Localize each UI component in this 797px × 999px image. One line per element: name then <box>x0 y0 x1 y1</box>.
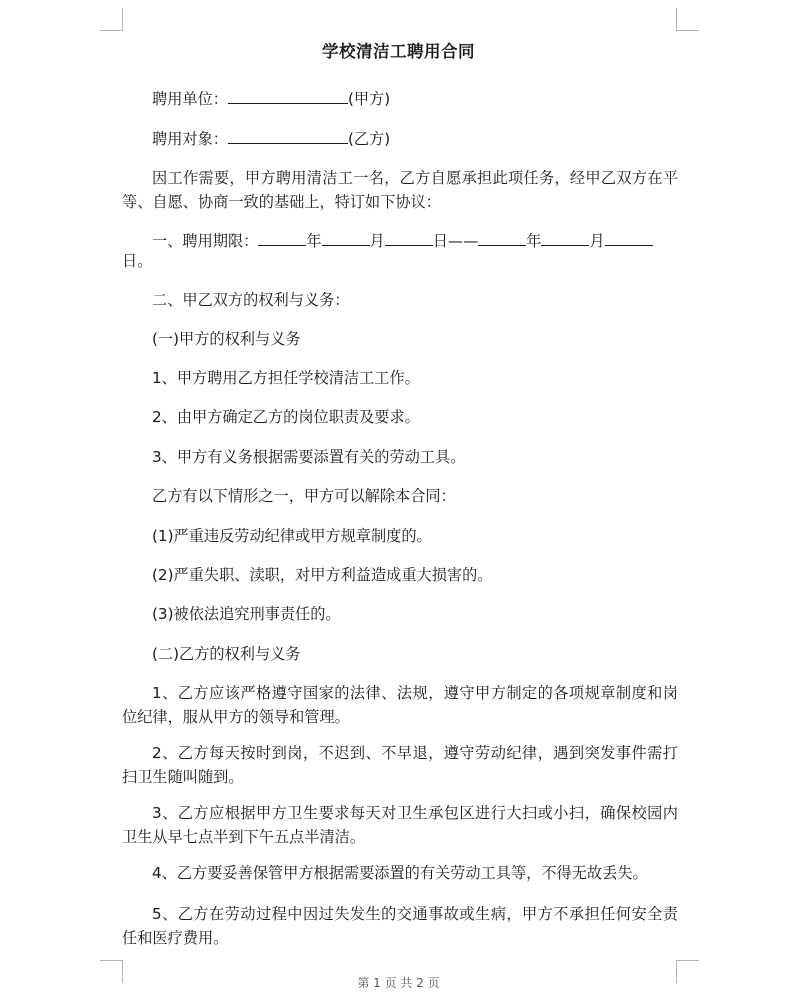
termination-item-3: (3)被依法追究刑事责任的。 <box>152 605 341 623</box>
employee-blank <box>228 128 348 144</box>
employer-label: 聘用单位： <box>152 90 228 108</box>
document-title: 学校清洁工聘用合同 <box>322 42 475 61</box>
party-b-label: (乙方) <box>347 130 391 148</box>
employer-blank <box>228 88 348 104</box>
end-year-unit: 年 <box>526 232 542 250</box>
employee-label: 聘用对象： <box>152 130 228 148</box>
party-a-clause-1: 1、甲方聘用乙方担任学校清洁工工作。 <box>152 369 420 387</box>
start-day-blank <box>385 230 433 246</box>
party-b-clause-4: 4、乙方要妥善保管甲方根据需要添置的有关劳动工具等，不得无故丢失。 <box>152 864 648 882</box>
margin-corner-top-left <box>100 8 123 31</box>
start-month-blank <box>322 230 370 246</box>
end-year-blank <box>478 230 526 246</box>
term-end-line: 日。 <box>122 252 153 270</box>
end-day-blank <box>605 230 653 246</box>
start-month-unit: 月 <box>369 232 385 250</box>
party-b-clause-3: 3、乙方应根据甲方卫生要求每天对卫生承包区进行大扫或小扫，确保校园内卫生从早七点半到下午五点半清洁。 <box>122 804 678 846</box>
term-dash: —— <box>447 232 479 250</box>
party-b-clause-1: 1、乙方应该严格遵守国家的法律、法规，遵守甲方制定的各项规章制度和岗位纪律，服从甲方的领导和管理。 <box>122 684 678 726</box>
term-label: 一、聘用期限： <box>152 232 259 250</box>
party-b-rights-heading: (二)乙方的权利与义务 <box>152 645 301 663</box>
termination-item-1: (1)严重违反劳动纪律或甲方规章制度的。 <box>152 527 432 545</box>
employee-line <box>122 127 708 151</box>
party-a-rights-heading: (一)甲方的权利与义务 <box>152 330 301 348</box>
employer-line <box>122 87 708 111</box>
margin-corner-top-right <box>676 8 699 31</box>
party-a-label: (甲方) <box>347 90 391 108</box>
termination-heading: 乙方有以下情形之一，甲方可以解除本合同： <box>152 487 456 505</box>
party-b-clause-5: 5、乙方在劳动过程中因过失发生的交通事故或生病，甲方不承担任何安全责任和医疗费用。 <box>122 905 678 947</box>
page-number-footer: 第 1 页 共 2 页 <box>357 976 440 990</box>
party-a-clause-3: 3、甲方有义务根据需要添置有关的劳动工具。 <box>152 448 466 466</box>
termination-item-2: (2)严重失职、渎职，对甲方利益造成重大损害的。 <box>152 566 493 584</box>
start-year-unit: 年 <box>306 232 322 250</box>
start-year-blank <box>258 230 306 246</box>
end-month-blank <box>541 230 589 246</box>
intro-paragraph: 因工作需要，甲方聘用清洁工一名，乙方自愿承担此项任务，经甲乙双方在平等、自愿、协商一致的基础上，特订如下协议： <box>122 169 678 211</box>
party-a-clause-2: 2、由甲方确定乙方的岗位职责及要求。 <box>152 408 420 426</box>
end-month-unit: 月 <box>589 232 605 250</box>
section-rights-heading: 二、甲乙双方的权利与义务： <box>152 291 350 309</box>
party-b-clause-2: 2、乙方每天按时到岗，不迟到、不早退，遵守劳动纪律，遇到突发事件需打扫卫生随叫随到。 <box>122 744 678 786</box>
start-day-unit: 日 <box>432 232 448 250</box>
